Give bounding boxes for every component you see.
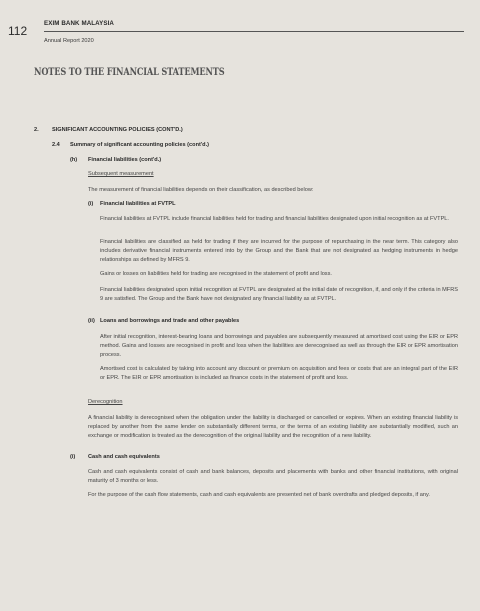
- report-name: Annual Report 2020: [44, 38, 94, 44]
- subheading-subsequent-measurement: Subsequent measurement: [88, 171, 154, 177]
- para-derecognition: A financial liability is derecognised when the obligation under the liability is discharged or cancelled or expires. When an existing financial liability is replaced by another from the same lender on substantially different terms, or the terms of an existing liability are substantially modified, such an exchange or modification is treated as the derecognition of the original liability and the recognition of a new liability.: [88, 415, 458, 439]
- para-fvtpl-4: Financial liabilities designated upon initial recognition at FVTPL are designated at the initial date of recognition, if, and only if the criteria in MFRS 9 are satisfied. The Group and the Bank have not designated any financial liability as at FVTPL.: [100, 287, 458, 302]
- para-fvtpl-3: Gains or losses on liabilities held for trading are recognised in the statement of profit and loss.: [100, 271, 332, 277]
- para-fvtpl-1: Financial liabilities at FVTPL include financial liabilities held for trading and financial liabilities designated upon initial recognition as at FVTPL.: [100, 216, 449, 222]
- org-name: EXIM BANK MALAYSIA: [44, 20, 114, 27]
- i-heading: Financial liabilities at FVTPL: [100, 201, 176, 207]
- h2-heading: SIGNIFICANT ACCOUNTING POLICIES (CONT'D.): [52, 127, 183, 133]
- h24-heading: Summary of significant accounting policies (cont'd.): [70, 142, 210, 148]
- para-cash-2: For the purpose of the cash flow statements, cash and cash equivalents are presented net of bank overdrafts and pledged deposits, if any.: [88, 492, 430, 498]
- h24-number: 2.4: [52, 142, 60, 148]
- para-fvtpl-2: Financial liabilities are classified as held for trading if they are incurred for the purpose of repurchasing in the near term. This category also includes derivative financial instruments entered into by the Group and the Bank that are not designated as hedging instruments in hedge relationships as defined by MFRS 9.: [100, 239, 458, 263]
- para-loans-2: Amortised cost is calculated by taking into account any discount or premium on acquisition and fees or costs that are an integral part of the EIR or EPR. The EIR or EPR amortisation is included as finance costs in the statement of profit and loss.: [100, 366, 458, 381]
- cash-number: (i): [70, 454, 76, 460]
- ii-number: (ii): [88, 318, 95, 324]
- header-rule: [44, 31, 464, 32]
- subheading-derecognition: Derecognition: [88, 399, 123, 405]
- para-loans-1: After initial recognition, interest-bearing loans and borrowings and payables are subsequently measured at amortised cost using the EIR or EPR method. Gains and losses are recognised in profit and loss when the liabilities are derecognised as well as through the EIR or EPR amortisation process.: [100, 334, 458, 358]
- para-measurement: The measurement of financial liabilities depends on their classification, as described below:: [88, 187, 314, 193]
- page-number: 112: [8, 24, 28, 38]
- h2-number: 2.: [34, 127, 39, 133]
- h-heading: Financial liabilities (cont'd.): [88, 157, 162, 163]
- para-cash-1: Cash and cash equivalents consist of cash and bank balances, deposits and placements with banks and other financial institutions, with original maturity of 3 months or less.: [88, 469, 458, 484]
- ii-heading: Loans and borrowings and trade and other payables: [100, 318, 240, 324]
- cash-heading: Cash and cash equivalents: [88, 454, 160, 460]
- h-number: (h): [70, 157, 78, 163]
- i-number: (i): [88, 201, 94, 207]
- section-title: NOTES TO THE FINANCIAL STATEMENTS: [34, 66, 225, 78]
